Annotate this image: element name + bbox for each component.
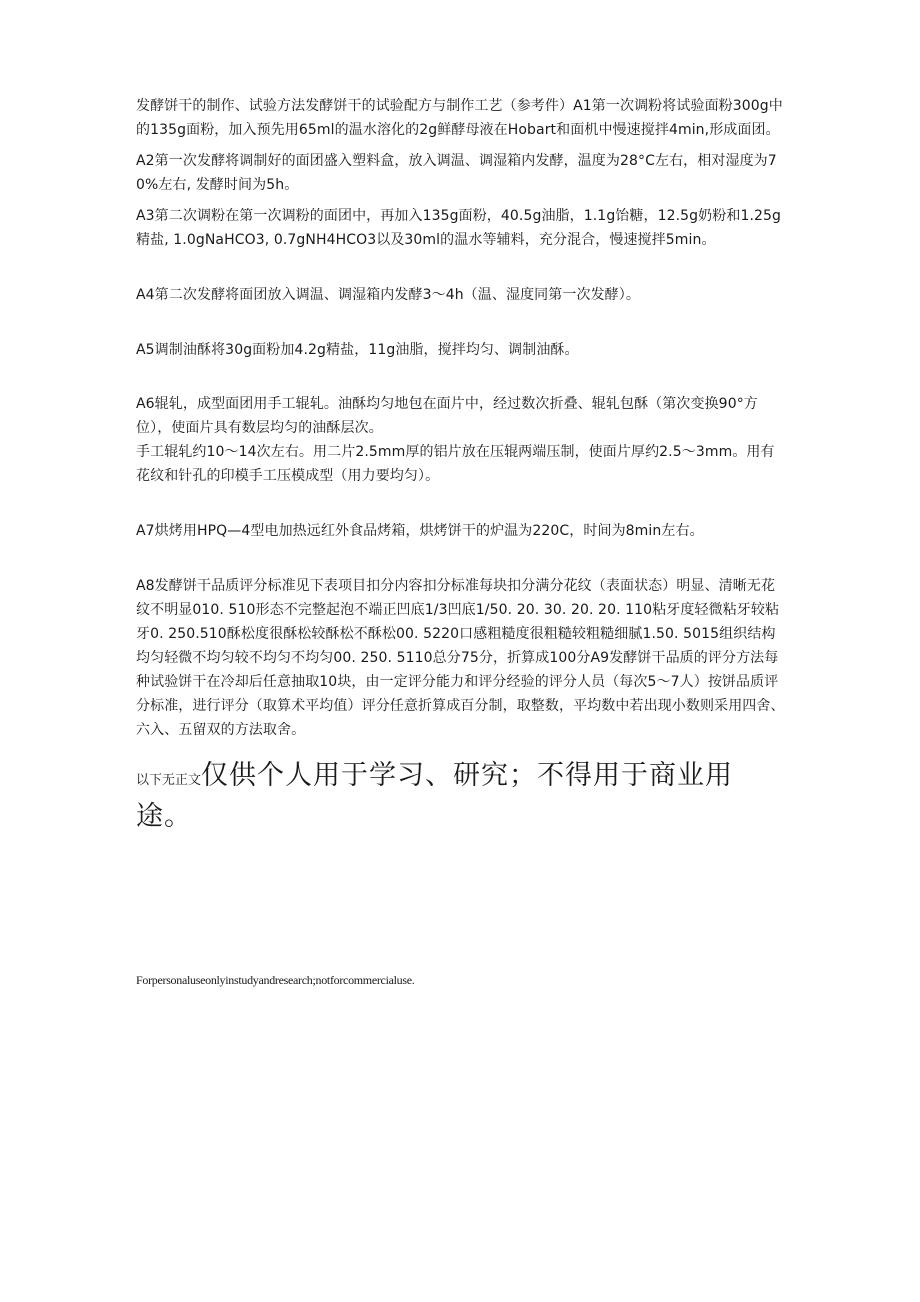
paragraph-a3: A3第二次调粉在第一次调粉的面团中，再加入135g面粉，40.5g油脂，1.1g饴糖，12.5g奶粉和1.25g精盐, 1.0gNaHCO3, 0.7gNH4HCO3以及30ml的温水等辅料，充分混合，慢速搅拌5min。 bbox=[136, 208, 782, 248]
footer-notice bbox=[136, 758, 786, 838]
footer-large-text: 仅供个人用于学习、研究；不得用于商业用途。 bbox=[136, 760, 734, 832]
footer-small-text: 以下无正文 bbox=[136, 773, 202, 788]
paragraph-a8-a9: A8发酵饼干品质评分标准见下表项目扣分内容扣分标准每块扣分满分花纹（表面状态）明显、清晰无花纹不明显010. 510形态不完整起泡不端正凹底1/3凹底1/50. 20. 30. 20. 20. 110粘牙度轻微粘牙较粘牙0. 250.510酥松度很酥松较酥松不酥松00. 5220口感粗糙度很粗糙较粗糙细腻1.50. 5015组织结构均匀轻微不均匀较不均匀不均匀00. 250. 5110总分75分，折算成100分A9发酵饼干品质的评分方法每种试验饼干在冷却后任意抽取10块，由一定评分能力和评分经验的评分人员（每次5～7人）按饼品质评分标准，进行评分（取算术平均值）评分任意折算成百分制，取整数，平均数中若出现小数则采用四舍、六入、五留双的方法取舍。 bbox=[136, 578, 785, 738]
paragraph-a5: A5调制油酥将30g面粉加4.2g精盐，11g油脂，搅拌均匀、调制油酥。 bbox=[136, 342, 579, 358]
paragraph-a2: A2第一次发酵将调制好的面团盛入塑料盒，放入调温、调湿箱内发酵，温度为28°C左右，相对湿度为70%左右, 发酵时间为5h。 bbox=[136, 153, 777, 193]
paragraph-a7: A7烘烤用HPQ—4型电加热远红外食品烤箱，烘烤饼干的炉温为220C，时间为8min左右。 bbox=[136, 523, 704, 539]
paragraph-a1: 发酵饼干的制作、试验方法发酵饼干的试验配方与制作工艺（参考件）A1第一次调粉将试验面粉300g中的135g面粉，加入预先用65ml的温水溶化的2g鲜酵母液在Hobart和面机中慢速搅拌4min,形成面团。 bbox=[136, 98, 783, 138]
document-body bbox=[136, 94, 786, 838]
english-usage-note: Forpersonaluseonlyinstudyandresearch;notforcommercialuse. bbox=[136, 973, 415, 987]
paragraph-a6-continued: 手工辊轧约10～14次左右。用二片2.5mm厚的铝片放在压辊两端压制，使面片厚约2.5～3mm。用有花纹和针孔的印模手工压模成型（用力要均匀）。 bbox=[136, 444, 775, 484]
paragraph-a6: A6辊轧，成型面团用手工辊轧。油酥均匀地包在面片中，经过数次折叠、辊轧包酥（第次变换90°方位），使面片具有数层均匀的油酥层次。 bbox=[136, 396, 758, 436]
paragraph-a4: A4第二次发酵将面团放入调温、调湿箱内发酵3～4h（温、湿度同第一次发酵）。 bbox=[136, 287, 640, 303]
